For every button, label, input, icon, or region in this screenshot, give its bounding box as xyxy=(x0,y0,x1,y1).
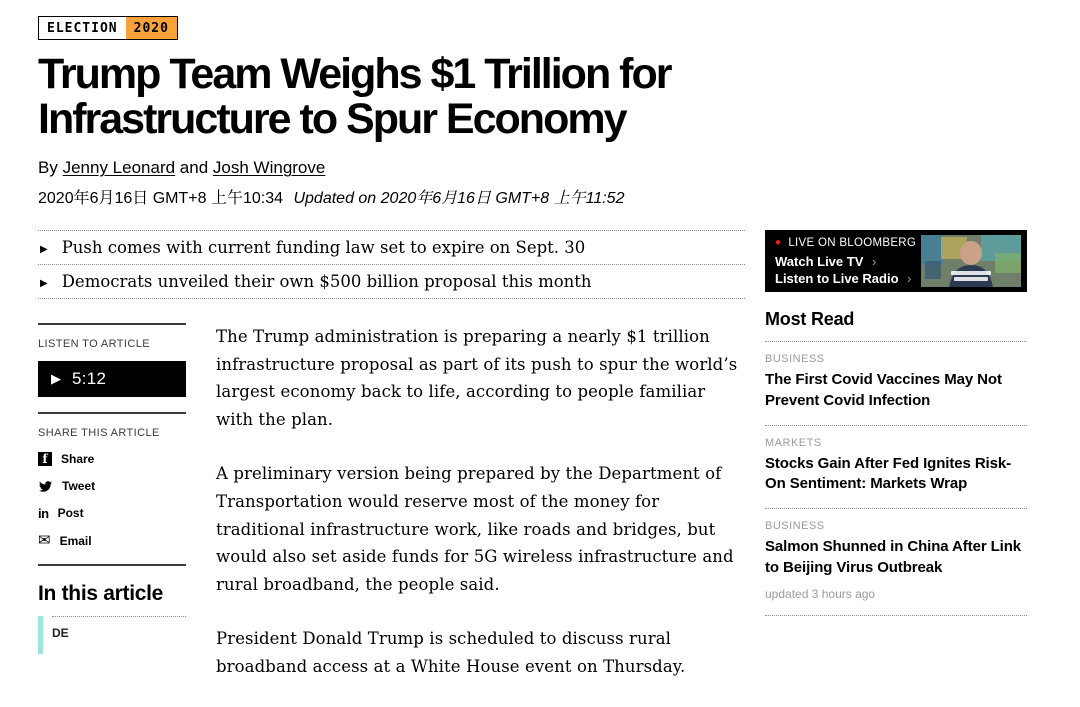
live-on-bloomberg-box xyxy=(765,230,1027,292)
key-point-text: Push comes with current funding law set to expire on Sept. 30 xyxy=(61,238,586,258)
ticker-symbol[interactable]: DE xyxy=(52,616,186,654)
share-button-label: Tweet xyxy=(62,479,96,494)
share-button-label: Email xyxy=(59,533,92,548)
updated-ago-label: updated 3 hours ago xyxy=(765,586,876,601)
category-link[interactable]: BUSINESS xyxy=(765,520,825,533)
ticker-row[interactable] xyxy=(38,616,186,654)
live-dot-icon: ● xyxy=(775,237,782,249)
share-this-article-label: SHARE THIS ARTICLE xyxy=(38,427,160,440)
share-button-label: Share xyxy=(61,452,95,467)
most-read-item xyxy=(765,425,1027,509)
share-buttons xyxy=(38,452,186,548)
listen-to-live-radio-link[interactable] xyxy=(775,271,921,286)
watch-live-tv-label: Watch Live TV xyxy=(775,253,864,269)
chevron-right-icon: › xyxy=(872,253,877,269)
key-points-list xyxy=(38,230,745,299)
audio-duration: 5:12 xyxy=(72,369,107,389)
divider xyxy=(38,323,186,325)
linkedin-share-button[interactable] xyxy=(38,506,186,520)
most-read-item xyxy=(765,508,1027,616)
category-link[interactable]: MARKETS xyxy=(765,436,822,449)
live-status xyxy=(775,237,921,249)
dateline xyxy=(38,185,1027,208)
ticker-accent-bar xyxy=(38,616,43,654)
published-timestamp: 2020年6月16日 GMT+8 上午10:34 xyxy=(38,190,284,208)
divider xyxy=(38,412,186,414)
byline-prefix: By xyxy=(38,158,58,178)
election-2020-badge[interactable] xyxy=(38,16,178,40)
facebook-icon: f xyxy=(38,452,52,466)
linkedin-icon: in xyxy=(38,505,49,521)
key-point-text: Democrats unveiled their own $500 billion proposal this month xyxy=(61,272,592,292)
badge-election-label: ELECTION xyxy=(39,17,126,39)
most-read-title-link[interactable]: The First Covid Vaccines May Not Prevent Covid Infection xyxy=(765,371,1002,409)
email-share-button[interactable] xyxy=(38,533,186,548)
email-icon: ✉ xyxy=(38,532,51,550)
article-tools-sidebar xyxy=(38,323,186,707)
updated-timestamp: Updated on 2020年6月16日 GMT+8 上午11:52 xyxy=(293,190,625,208)
article-body xyxy=(216,323,745,707)
most-read-title-link[interactable]: Stocks Gain After Fed Ignites Risk-On Sentiment: Markets Wrap xyxy=(765,454,1011,493)
article-paragraph: President Donald Trump is scheduled to discuss rural broadband access at a White House event on Thursday. xyxy=(216,629,686,676)
in-this-article-heading: In this article xyxy=(38,582,164,606)
byline-conjunction: and xyxy=(179,158,209,178)
divider xyxy=(38,564,186,566)
key-point-item xyxy=(38,264,745,299)
facebook-share-button[interactable] xyxy=(38,452,186,466)
author-link-1[interactable]: Jenny Leonard xyxy=(62,158,176,178)
listen-live-radio-label: Listen to Live Radio xyxy=(775,270,899,286)
category-link[interactable]: BUSINESS xyxy=(765,353,825,366)
article-paragraph: The Trump administration is preparing a nearly $1 trillion infrastructure proposal as part of its push to spur the world’s largest economy back to life, according to people familiar with the plan. xyxy=(216,327,738,429)
twitter-share-button[interactable] xyxy=(38,479,186,493)
audio-player-button[interactable] xyxy=(38,361,186,397)
article-paragraph: A preliminary version being prepared by the Department of Transportation would reserve most of the money for traditional infrastructure work, like roads and bridges, but would also set aside funds for 5G wireless infrastructure and rural broadband, the people said. xyxy=(216,464,734,594)
most-read-item xyxy=(765,341,1027,425)
play-icon: ▶ xyxy=(51,371,61,387)
share-button-label: Post xyxy=(57,506,84,521)
twitter-icon xyxy=(38,480,53,493)
live-status-label: LIVE ON BLOOMBERG xyxy=(788,236,917,249)
watch-live-tv-link[interactable] xyxy=(775,254,921,269)
section-badge-row xyxy=(38,16,1027,40)
listen-to-article-label: LISTEN TO ARTICLE xyxy=(38,338,150,351)
most-read-heading: Most Read xyxy=(765,309,855,330)
most-read-section xyxy=(765,309,1027,616)
badge-year-label: 2020 xyxy=(126,17,177,39)
article-headline: Trump Team Weighs $1 Trillion for Infrastructure to Spur Economy xyxy=(38,50,671,144)
live-video-thumbnail[interactable] xyxy=(921,235,1021,287)
right-rail xyxy=(765,230,1027,707)
most-read-title-link[interactable]: Salmon Shunned in China After Link to Beijing Virus Outbreak xyxy=(765,538,1022,576)
bullet-triangle-icon: ▶ xyxy=(40,278,48,290)
chevron-right-icon: › xyxy=(907,270,912,286)
bullet-triangle-icon: ▶ xyxy=(40,244,48,256)
author-link-2[interactable]: Josh Wingrove xyxy=(212,158,326,178)
key-point-item xyxy=(38,230,745,264)
byline xyxy=(38,158,1027,178)
